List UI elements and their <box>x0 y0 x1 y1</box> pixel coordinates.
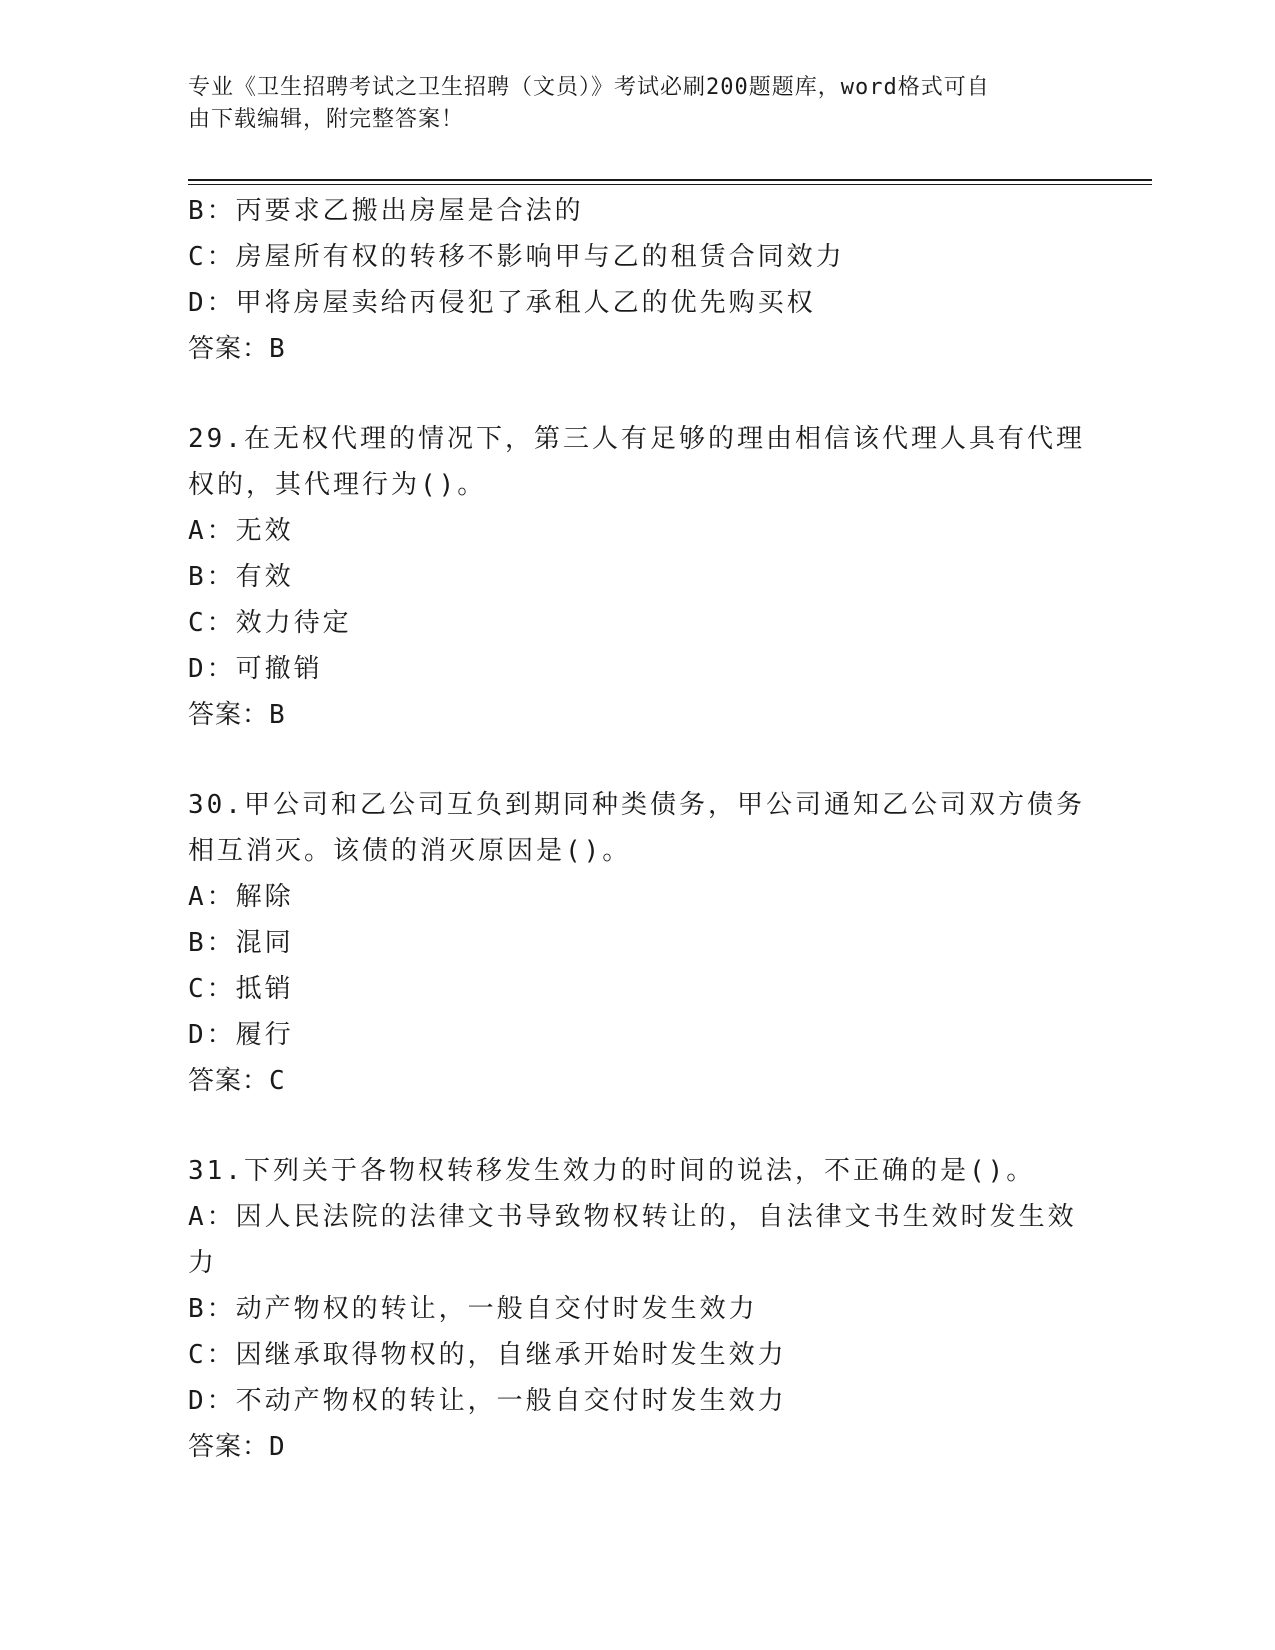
option-a: A：解除 <box>188 882 294 912</box>
question-spacer <box>188 1104 1088 1148</box>
option-b: B：丙要求乙搬出房屋是合法的 <box>188 196 584 226</box>
question-spacer <box>188 738 1088 782</box>
question-30-block <box>188 782 1088 1104</box>
header-divider-thin <box>188 184 1152 185</box>
option-d: D：不动产物权的转让，一般自交付时发生效力 <box>188 1386 787 1416</box>
option-d: D：可撤销 <box>188 654 323 684</box>
answer-line: 答案：B <box>188 334 286 364</box>
header-divider-thick <box>188 179 1152 181</box>
option-c: C：效力待定 <box>188 608 352 638</box>
option-c: C：房屋所有权的转移不影响甲与乙的租赁合同效力 <box>188 242 845 272</box>
option-d: D：甲将房屋卖给丙侵犯了承租人乙的优先购买权 <box>188 288 816 318</box>
answer-line: 答案：D <box>188 1432 286 1462</box>
option-d: D：履行 <box>188 1020 294 1050</box>
question-29-block <box>188 416 1088 738</box>
option-a: A：无效 <box>188 516 294 546</box>
option-b: B：有效 <box>188 562 294 592</box>
question-spacer <box>188 372 1088 416</box>
document-header <box>188 72 1068 136</box>
question-list <box>188 188 1088 1470</box>
header-line-1: 专业《卫生招聘考试之卫生招聘（文员）》考试必刷200题题库，word格式可自 <box>188 75 990 100</box>
question-stem: 30.甲公司和乙公司互负到期同种类债务，甲公司通知乙公司双方债务 <box>188 790 1085 820</box>
question-stem: 31.下列关于各物权转移发生效力的时间的说法，不正确的是()。 <box>188 1156 1036 1186</box>
question-31-block <box>188 1148 1088 1470</box>
question-stem-continued: 相互消灭。该债的消灭原因是()。 <box>188 836 632 866</box>
option-a-continued: 力 <box>188 1248 218 1278</box>
question-stem: 29.在无权代理的情况下，第三人有足够的理由相信该代理人具有代理 <box>188 424 1085 454</box>
option-b: B：混同 <box>188 928 294 958</box>
header-line-2: 由下载编辑，附完整答案！ <box>188 107 465 132</box>
option-b: B：动产物权的转让，一般自交付时发生效力 <box>188 1294 758 1324</box>
question-stem-continued: 权的，其代理行为()。 <box>188 470 487 500</box>
answer-line: 答案：B <box>188 700 286 730</box>
answer-line: 答案：C <box>188 1066 286 1096</box>
question-28-block <box>188 188 1088 372</box>
option-c: C：因继承取得物权的，自继承开始时发生效力 <box>188 1340 787 1370</box>
option-c: C：抵销 <box>188 974 294 1004</box>
option-a: A：因人民法院的法律文书导致物权转让的，自法律文书生效时发生效 <box>188 1202 1077 1232</box>
